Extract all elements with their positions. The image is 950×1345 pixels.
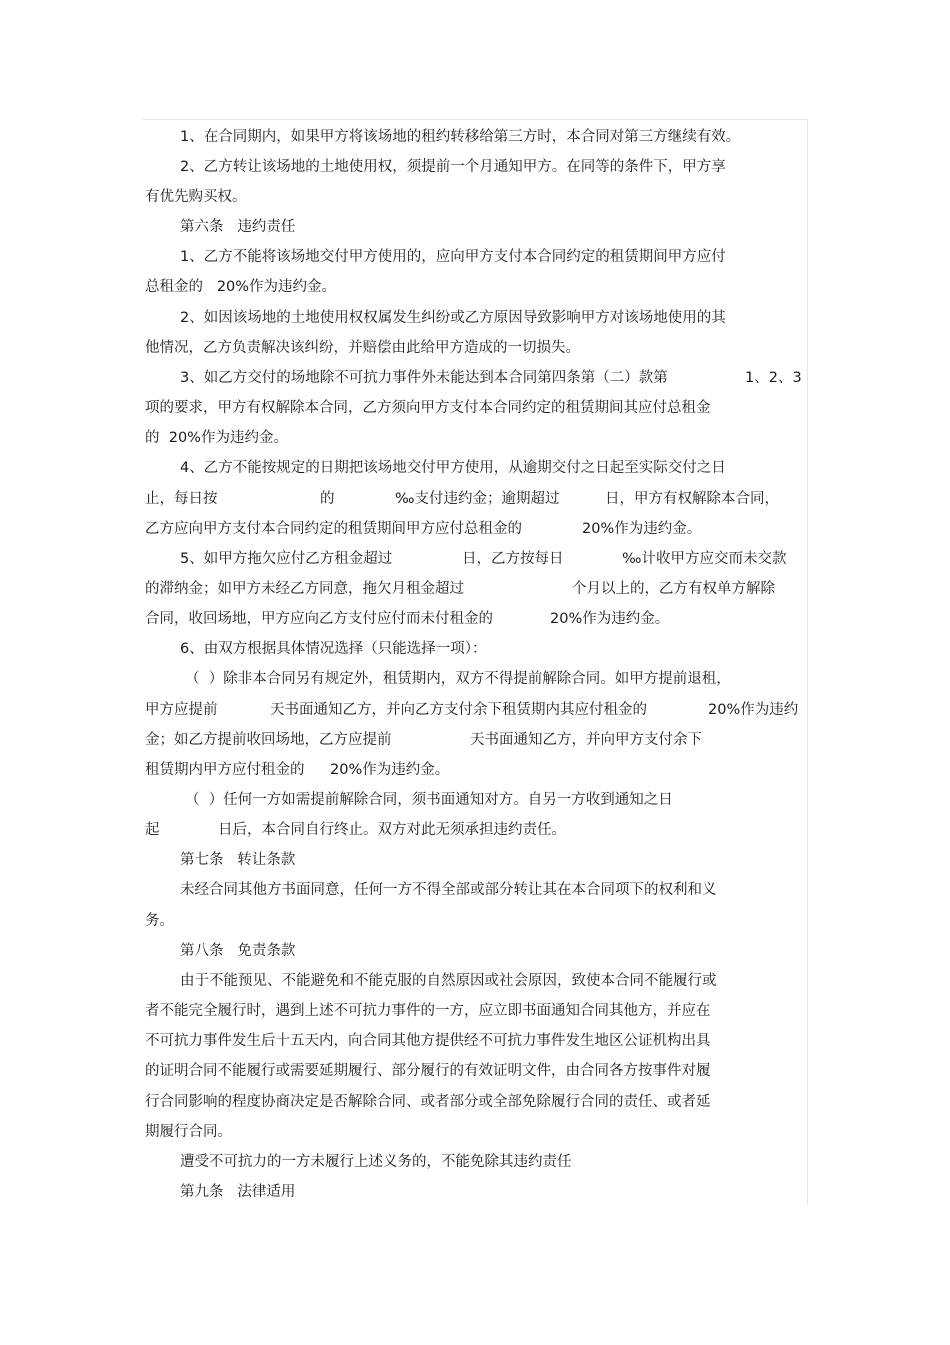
text-line: 3、如乙方交付的场地除不可抗力事件外未能达到本合同第四条第（二）款第	[180, 370, 668, 386]
text-line: 的 20%作为违约金。	[145, 430, 288, 446]
text-line: 租赁期内甲方应付租金的	[145, 762, 305, 778]
text-line: 第九条 法律适用	[180, 1184, 296, 1200]
text-line: 1、乙方不能将该场地交付甲方使用的，应向甲方支付本合同约定的租赁期间甲方应付	[180, 249, 726, 265]
text-line: 总租金的 20%作为违约金。	[145, 279, 337, 295]
text-line: 有优先购买权。	[145, 189, 247, 205]
text-line: 由于不能预见、不能避免和不能克服的自然原因或社会原因，致使本合同不能履行或	[180, 973, 717, 989]
text-line: 第六条 违约责任	[180, 219, 296, 235]
text-line: 天书面通知乙方，并向甲方支付余下	[470, 732, 702, 748]
text-line: 20%作为违约金。	[582, 521, 702, 537]
text-line: 20%作为违约	[708, 702, 799, 718]
page-border-right	[807, 119, 808, 1205]
text-line: 的	[320, 491, 335, 507]
text-line: 日，甲方有权解除本合同，	[605, 491, 779, 507]
text-line: 起	[145, 822, 160, 838]
text-line: 6、由双方根据具体情况选择（只能选择一项）：	[180, 641, 487, 657]
text-line: ‰支付违约金；逾期超过	[395, 491, 560, 507]
text-line: 金；如乙方提前收回场地，乙方应提前	[145, 732, 392, 748]
text-line: 5、如甲方拖欠应付乙方租金超过	[180, 551, 393, 567]
text-line: 不可抗力事件发生后十五天内，向合同其他方提供经不可抗力事件发生地区公证机构出具	[145, 1033, 711, 1049]
text-line: 止，每日按	[145, 491, 218, 507]
text-line: 他情况，乙方负责解决该纠纷，并赔偿由此给甲方造成的一切损失。	[145, 340, 580, 356]
text-line: 的证明合同不能履行或需要延期履行、部分履行的有效证明文件，由合同各方按事件对履	[145, 1063, 711, 1079]
text-line: 2、乙方转让该场地的土地使用权，须提前一个月通知甲方。在同等的条件下，甲方享	[180, 159, 726, 175]
text-line: 4、乙方不能按规定的日期把该场地交付甲方使用，从逾期交付之日起至实际交付之日	[180, 460, 726, 476]
text-line: 遭受不可抗力的一方未履行上述义务的，不能免除其违约责任	[180, 1154, 572, 1170]
text-line: 1、在合同期内，如果甲方将该场地的租约转移给第三方时，本合同对第三方继续有效。	[180, 129, 741, 145]
text-line: 者不能完全履行时，遇到上述不可抗力事件的一方，应立即书面通知合同其他方，并应在	[145, 1003, 711, 1019]
page-border-top	[143, 119, 808, 120]
text-line: 乙方应向甲方支付本合同约定的租赁期间甲方应付总租金的	[145, 521, 522, 537]
text-line: 行合同影响的程度协商决定是否解除合同、或者部分或全部免除履行合同的责任、或者延	[145, 1094, 711, 1110]
text-line: 第七条 转让条款	[180, 852, 296, 868]
text-line: 20%作为违约金。	[330, 762, 450, 778]
text-line: 个月以上的，乙方有权单方解除	[572, 581, 775, 597]
text-line: 20%作为违约金。	[550, 611, 670, 627]
text-line: 甲方应提前	[145, 702, 218, 718]
text-line: （ ）任何一方如需提前解除合同，须书面通知对方。自另一方收到通知之日	[185, 792, 673, 808]
text-line: 的滞纳金；如甲方未经乙方同意，拖欠月租金超过	[145, 581, 464, 597]
text-line: 第八条 免责条款	[180, 943, 296, 959]
text-line: 项的要求，甲方有权解除本合同，乙方须向甲方支付本合同约定的租赁期间其应付总租金	[145, 400, 711, 416]
text-line: 务。	[145, 913, 174, 929]
text-line: 合同，收回场地，甲方应向乙方支付应付而未付租金的	[145, 611, 493, 627]
text-line: 1、2、3	[745, 370, 802, 386]
text-line: （ ）除非本合同另有规定外，租赁期内，双方不得提前解除合同。如甲方提前退租，	[185, 671, 731, 687]
text-line: ‰计收甲方应交而未交款	[622, 551, 787, 567]
text-line: 日后，本合同自行终止。双方对此无须承担违约责任。	[218, 822, 566, 838]
text-line: 期履行合同。	[145, 1124, 232, 1140]
text-line: 天书面通知乙方，并向乙方支付余下租赁期内其应付租金的	[270, 702, 647, 718]
text-line: 2、如因该场地的土地使用权权属发生纠纷或乙方原因导致影响甲方对该场地使用的其	[180, 310, 726, 326]
text-line: 日，乙方按每日	[462, 551, 564, 567]
text-line: 未经合同其他方书面同意，任何一方不得全部或部分转让其在本合同项下的权利和义	[180, 882, 717, 898]
